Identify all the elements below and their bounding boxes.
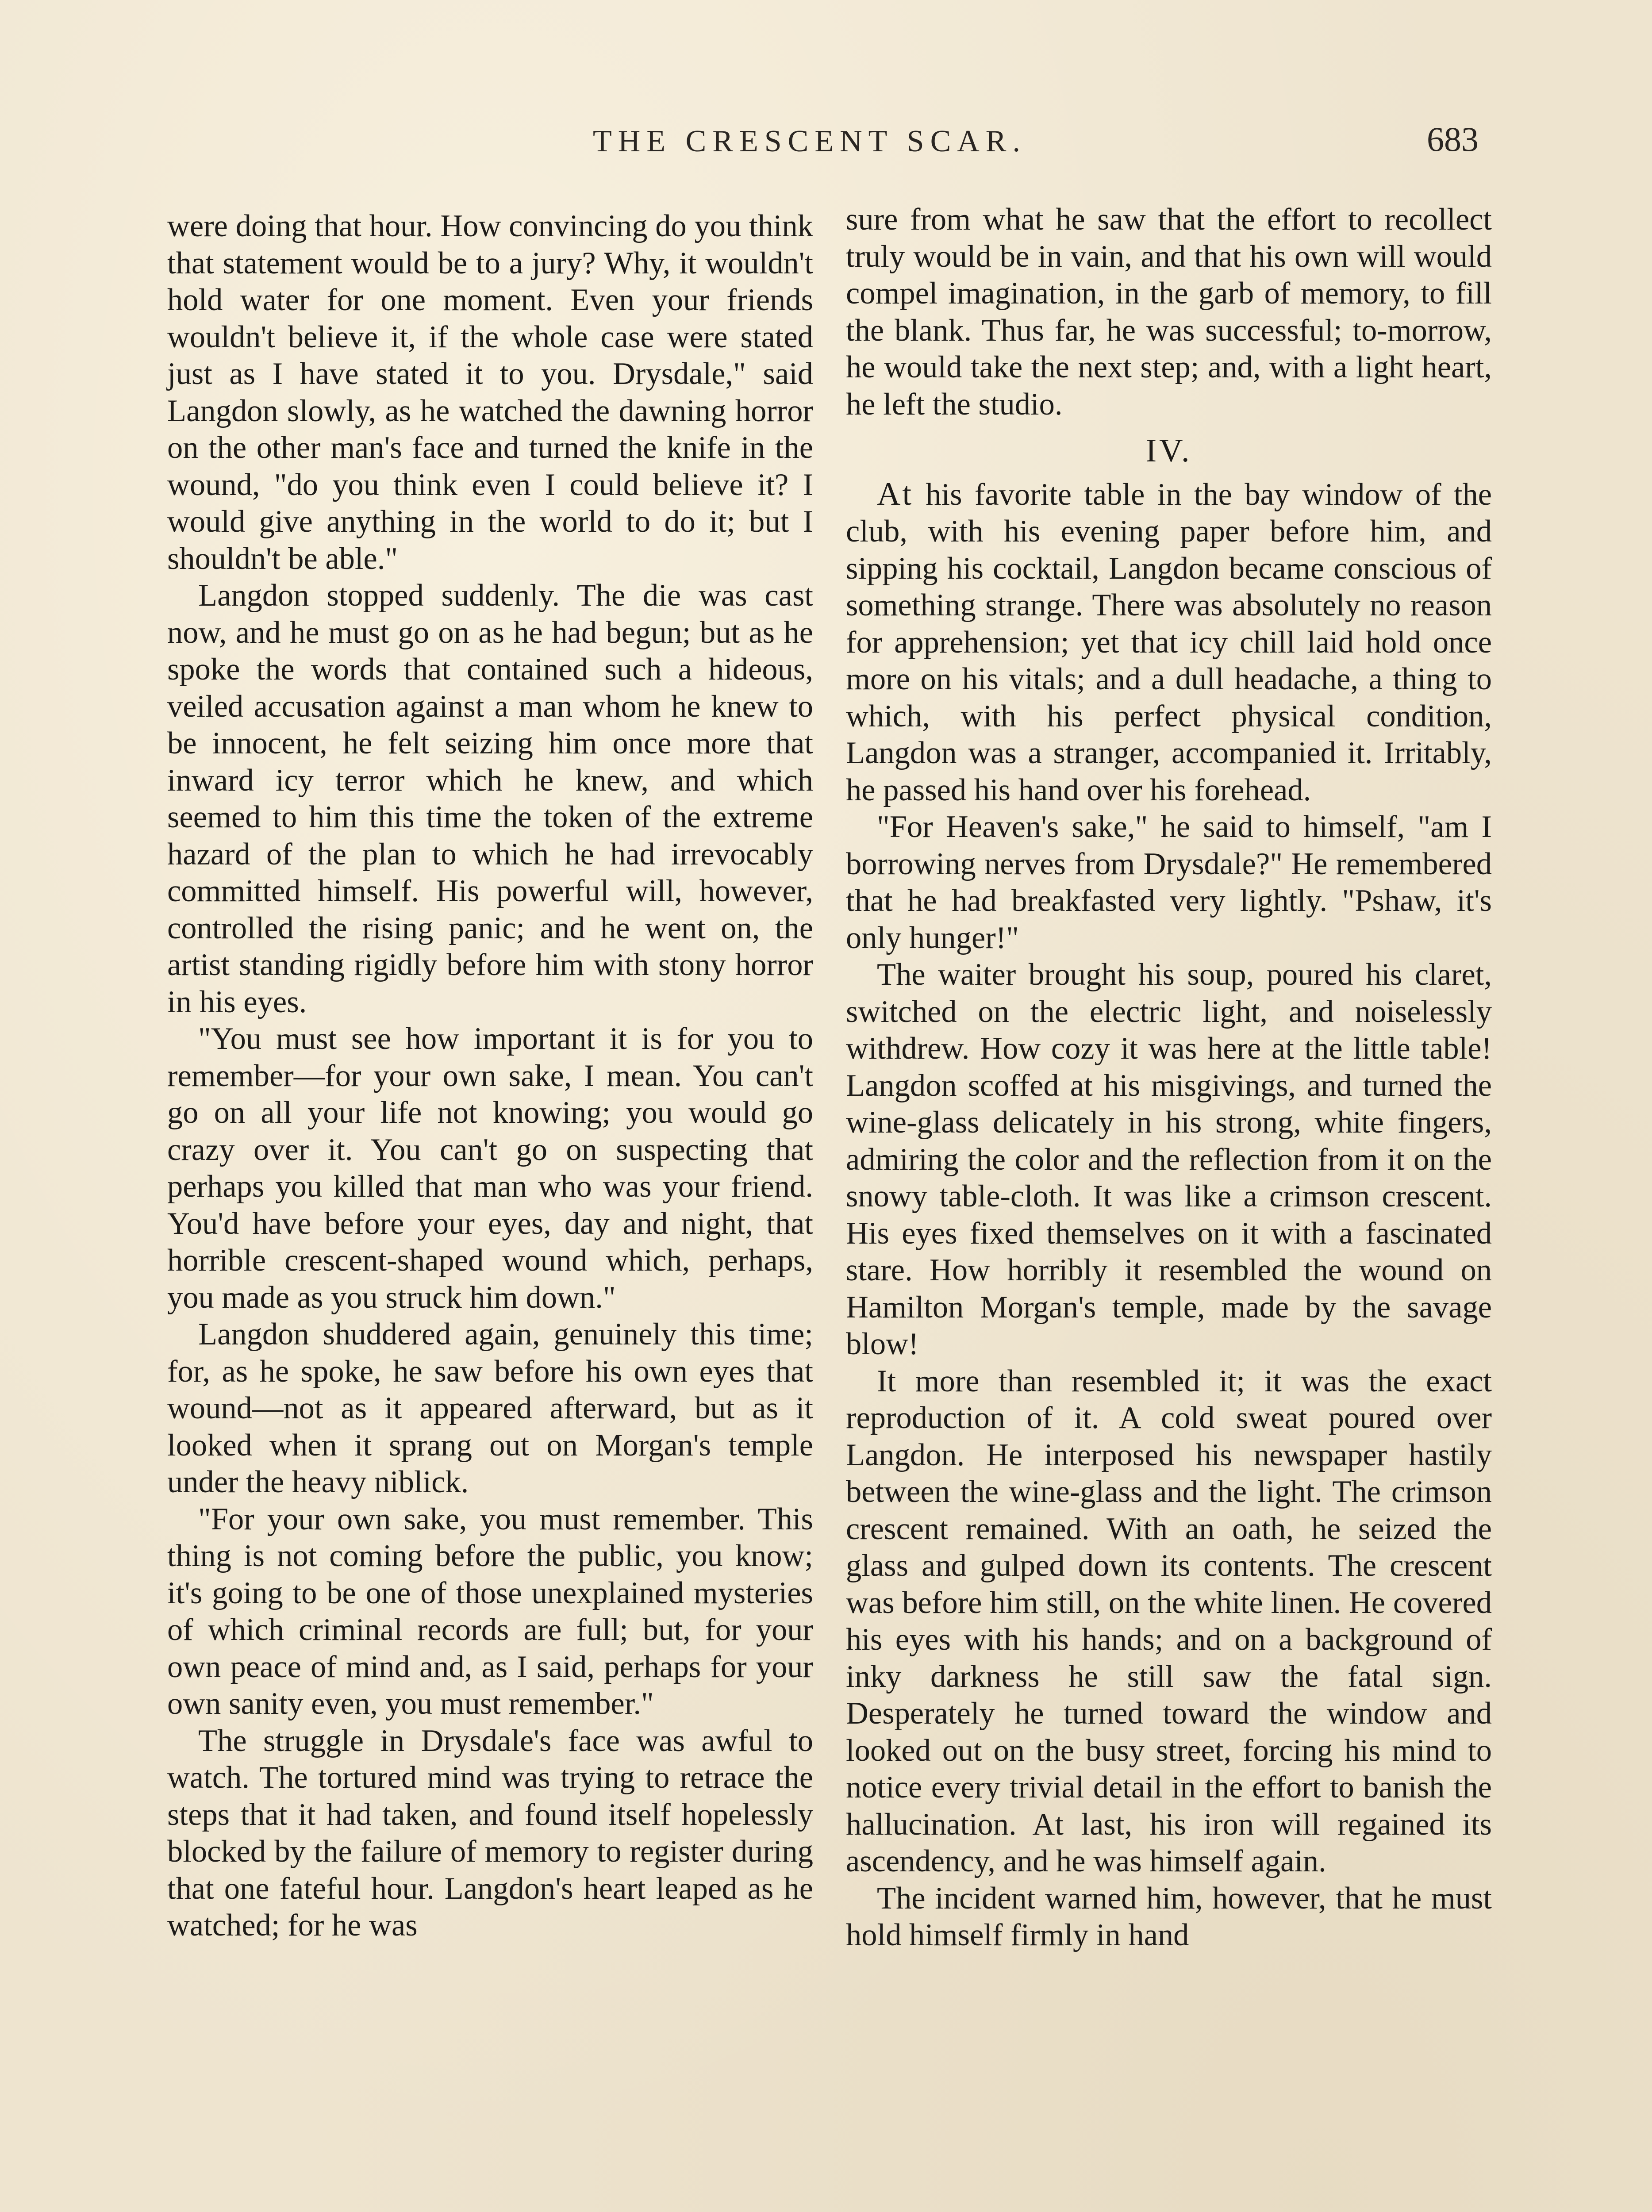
paragraph: The struggle in Drysdale's face was awful to watch. The tortured mind was trying to retrace the steps that it had taken, and found itself hopelessly blocked by the failure of memory to register during that one fateful hour. Langdon's heart leaped as he watched; for he was <box>167 1723 813 1943</box>
paragraph: were doing that hour. How convincing do you think that statement would be to a jury? Why, it wouldn't hold water for one moment. Even your friends wouldn't believe it, if the whole case were stated just as I have stated it to you. Drysdale," said Langdon slowly, as he watched the dawning horror on the other man's face and turned the knife in the wound, "do you think even I could believe it? I would give anything in the world to do it; but I shouldn't be able." <box>167 209 813 576</box>
paragraph-text: his favorite table in the bay window of the club, with his evening paper before him, and sipping his cocktail, Langdon became conscious of something strange. There was absolutely no reason for apprehension; yet that icy chill laid hold once more on his vitals; and a dull headache, a thing to which, with his perfect physical condition, Langdon was a stranger, accompanied it. Irritably, he passed his hand over his forehead. <box>846 477 1492 807</box>
drop-cap: At <box>877 476 913 512</box>
paragraph: "For your own sake, you must remember. This thing is not coming before the public, you know; it's going to be one of those unexplained mysteries of which criminal records are full; but, for your own peace of mind and, as I said, perhaps for your own sanity even, you must remember." <box>167 1502 813 1721</box>
section-heading: IV. <box>1145 433 1192 469</box>
paragraph: Langdon shuddered again, genuinely this time; for, as he spoke, he saw before his own eyes that wound—not as it appeared afterward, but as it looked when it sprang out on Morgan's temple under the heavy niblick. <box>167 1317 813 1499</box>
left-column <box>167 208 813 1944</box>
paragraph: "You must see how important it is for you to remember—for your own sake, I mean. You can't go on all your life not knowing; you would go crazy over it. You can't go on suspecting that perhaps you killed that man who was your friend. You'd have before your eyes, day and night, that horrible crescent-shaped wound which, perhaps, you made as you struck him down." <box>167 1022 813 1315</box>
paragraph: Langdon stopped suddenly. The die was cast now, and he must go on as he had begun; but as he spoke the words that contained such a hideous, veiled accusation against a man whom he knew to be innocent, he felt seizing him once more that inward icy terror which he knew, and which seemed to him this time the token of the extreme hazard of the plan to which he had irrevocably committed himself. His powerful will, however, controlled the rising panic; and he went on, the artist standing rigidly before him with stony horror in his eyes. <box>167 578 813 1019</box>
paragraph: "For Heaven's sake," he said to himself, "am I borrowing nerves from Drysdale?" He remembered that he had breakfasted very lightly. "Pshaw, it's only hunger!" <box>846 810 1492 955</box>
right-column <box>846 201 1492 1954</box>
paragraph <box>846 476 1492 809</box>
paragraph: It more than resembled it; it was the exact reproduction of it. A cold sweat poured over Langdon. He interposed his newspaper hastily between the wine-glass and the light. The crimson crescent remained. With an oath, he seized the glass and gulped down its contents. The crescent was before him still, on the white linen. He covered his eyes with his hands; and on a background of inky darkness he still saw the fatal sign. Desperately he turned toward the window and looked out on the busy street, forcing his mind to notice every trivial detail in the effort to banish the hallucination. At last, his iron will regained its ascendency, and he was himself again. <box>846 1363 1492 1878</box>
paragraph: sure from what he saw that the effort to recollect truly would be in vain, and that his own will would compel imagination, in the garb of memory, to fill the blank. Thus far, he was successful; to-morrow, he would take the next step; and, with a light heart, he left the studio. <box>846 202 1492 422</box>
page-number: 683 <box>1427 120 1479 158</box>
paragraph: The waiter brought his soup, poured his claret, switched on the electric light, and noiselessly withdrew. How cozy it was here at the little table! Langdon scoffed at his misgivings, and turned the wine-glass delicately in his strong, white fingers, admiring the color and the reflection from it on the snowy table-cloth. It was like a crimson crescent. His eyes fixed themselves on it with a fascinated stare. How horribly it resembled the wound on Hamilton Morgan's temple, made by the savage blow! <box>846 957 1492 1361</box>
running-head: THE CRESCENT SCAR. <box>593 124 1026 158</box>
paragraph: The incident warned him, however, that he must hold himself firmly in hand <box>846 1881 1492 1952</box>
